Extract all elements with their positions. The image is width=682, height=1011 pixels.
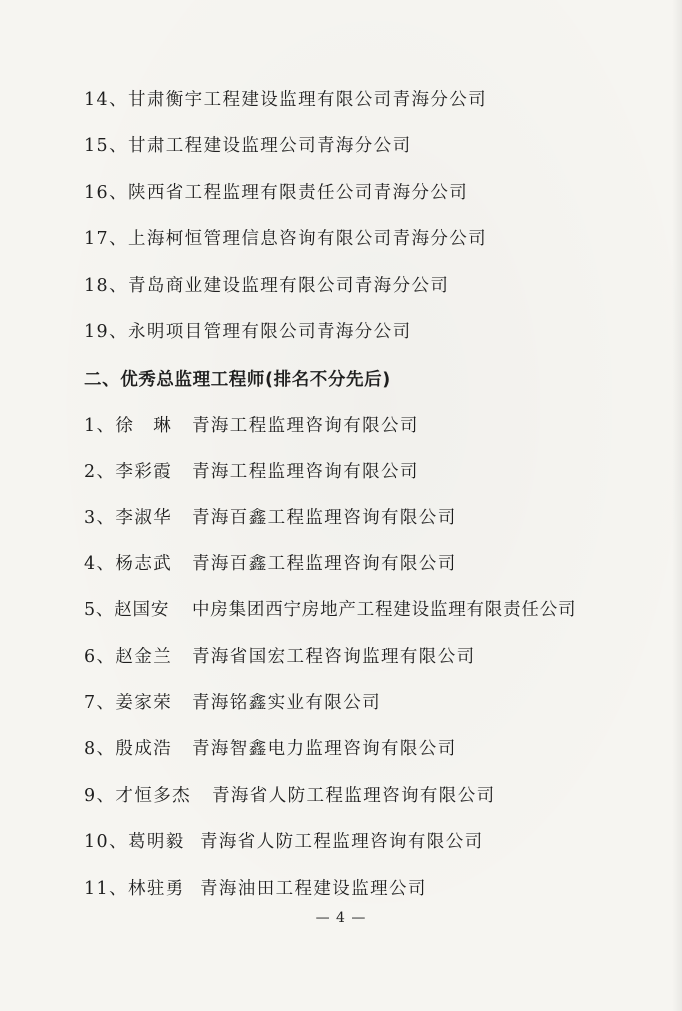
engineer-company: 青海工程监理咨询有限公司 <box>192 462 419 482</box>
engineer-name: 4、杨志武 <box>84 554 173 574</box>
engineer-name: 10、葛明毅 <box>84 832 185 852</box>
company-list-item: 15、甘肃工程建设监理公司青海分公司 <box>84 136 412 156</box>
engineer-name: 7、姜家荣 <box>84 693 173 713</box>
engineer-company: 青海工程监理咨询有限公司 <box>192 416 419 436</box>
page-number: — 4 — <box>315 910 367 926</box>
section-heading: 二、优秀总监理工程师(排名不分先后) <box>84 370 391 390</box>
engineer-name: 9、才恒多杰 <box>84 786 192 806</box>
company-list-item: 19、永明项目管理有限公司青海分公司 <box>84 322 412 342</box>
engineer-company: 青海百鑫工程监理咨询有限公司 <box>192 554 457 574</box>
engineer-list-item <box>84 645 476 669</box>
engineer-list-item <box>84 414 419 438</box>
scan-edge-shadow <box>672 0 682 1011</box>
company-list-item: 17、上海柯恒管理信息咨询有限公司青海分公司 <box>84 229 488 249</box>
engineer-company: 青海百鑫工程监理咨询有限公司 <box>192 508 457 528</box>
company-list-item: 14、甘肃衡宇工程建设监理有限公司青海分公司 <box>84 90 488 110</box>
engineer-list-item <box>84 506 457 530</box>
engineer-list-item <box>84 830 484 854</box>
engineer-company: 青海智鑫电力监理咨询有限公司 <box>192 739 457 759</box>
engineer-company: 青海省人防工程监理咨询有限公司 <box>200 832 484 852</box>
engineer-list-item <box>84 784 496 808</box>
engineer-list-item <box>84 691 381 715</box>
engineer-company: 中房集团西宁房地产工程建设监理有限责任公司 <box>192 600 577 620</box>
engineer-name: 6、赵金兰 <box>84 647 173 667</box>
engineer-name: 11、林驻勇 <box>84 879 185 899</box>
engineer-name: 1、徐 琳 <box>84 416 173 436</box>
engineer-name: 8、殷成浩 <box>84 739 173 759</box>
engineer-list-item <box>84 598 576 622</box>
engineer-company: 青海铭鑫实业有限公司 <box>192 693 381 713</box>
engineer-company: 青海油田工程建设监理公司 <box>200 879 427 899</box>
engineer-list-item <box>84 552 457 576</box>
engineer-name: 2、李彩霞 <box>84 462 173 482</box>
engineer-company: 青海省国宏工程咨询监理有限公司 <box>192 647 476 667</box>
engineer-name: 5、赵国安 <box>84 600 170 620</box>
company-list-item: 18、青岛商业建设监理有限公司青海分公司 <box>84 276 450 296</box>
engineer-list-item <box>84 460 419 484</box>
engineer-name: 3、李淑华 <box>84 508 173 528</box>
engineer-list-item <box>84 737 457 761</box>
engineer-company: 青海省人防工程监理咨询有限公司 <box>212 786 496 806</box>
engineer-list-item <box>84 877 427 901</box>
company-list-item: 16、陕西省工程监理有限责任公司青海分公司 <box>84 183 469 203</box>
